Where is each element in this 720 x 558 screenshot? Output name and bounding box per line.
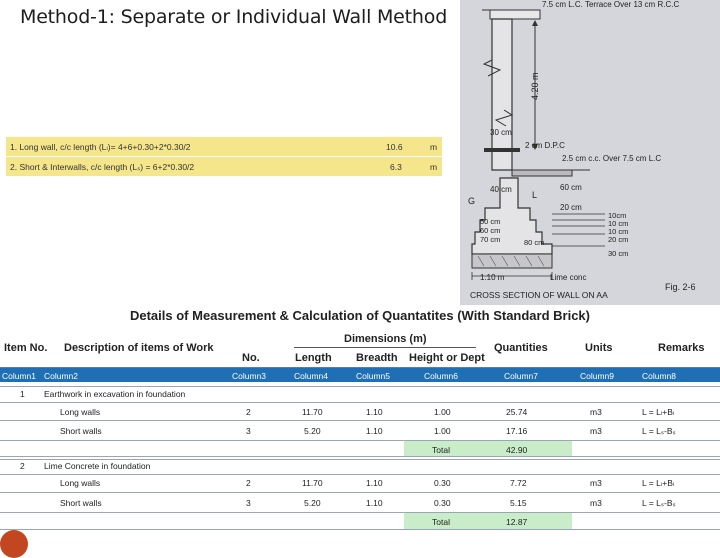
row-no: 3 bbox=[246, 426, 251, 436]
row-length: 11.70 bbox=[302, 478, 323, 488]
label-lime-conc: Lime conc bbox=[550, 273, 587, 282]
row-desc: Long walls bbox=[60, 407, 101, 417]
row-breadth: 1.10 bbox=[366, 498, 383, 508]
figure-caption: CROSS SECTION OF WALL ON AA bbox=[470, 290, 608, 300]
label-l: L bbox=[532, 190, 538, 200]
row-height: 1.00 bbox=[434, 407, 451, 417]
row-quantity: 7.72 bbox=[510, 478, 527, 488]
row-no: 3 bbox=[246, 498, 251, 508]
row-unit: m3 bbox=[590, 407, 602, 417]
label-step: 10 cm bbox=[608, 227, 629, 236]
length-unit: m bbox=[430, 162, 438, 172]
header-height: Height or Dept bbox=[409, 352, 485, 364]
column-name: Column7 bbox=[504, 371, 539, 381]
column-name: Column1 bbox=[2, 371, 37, 381]
label-50: 50 cm bbox=[480, 217, 501, 226]
slide-title: Method-1: Separate or Individual Wall Method bbox=[20, 6, 448, 28]
label-40: 40 cm bbox=[490, 185, 512, 194]
length-value: 10.6 bbox=[386, 142, 403, 152]
header-item-no: Item No. bbox=[4, 342, 48, 354]
label-step: 30 cm bbox=[608, 249, 629, 258]
dimensions-underline bbox=[294, 347, 476, 348]
figure-number: Fig. 2-6 bbox=[665, 282, 696, 292]
column-name: Column8 bbox=[642, 371, 677, 381]
total-label: Total bbox=[432, 445, 450, 455]
item-name: Lime Concrete in foundation bbox=[44, 461, 151, 471]
wall-cross-section-figure bbox=[460, 0, 720, 305]
row-remark: L = Lₛ-Bₛ bbox=[642, 426, 676, 436]
row-unit: m3 bbox=[590, 426, 602, 436]
header-dimensions: Dimensions (m) bbox=[344, 333, 427, 345]
item-name: Earthwork in excavation in foundation bbox=[44, 389, 186, 399]
label-70: 70 cm bbox=[480, 235, 501, 244]
slide-corner-decoration bbox=[0, 530, 28, 558]
label-bottom-width: 1.10 m bbox=[480, 273, 505, 282]
wall-section-svg bbox=[460, 0, 720, 305]
header-description: Description of items of Work bbox=[64, 342, 214, 354]
length-row-short bbox=[6, 157, 442, 176]
row-quantity: 5.15 bbox=[510, 498, 527, 508]
total-value: 42.90 bbox=[506, 445, 528, 455]
label-60: 60 cm bbox=[480, 226, 501, 235]
label-terrace: 7.5 cm L.C. Terrace Over 13 cm R.C.C bbox=[542, 0, 680, 9]
total-value: 12.87 bbox=[506, 517, 528, 527]
length-desc: 2. Short & Interwalls, c/c length (Lₛ) = 6+2*0.30/2 bbox=[10, 162, 195, 172]
header-no: No. bbox=[242, 352, 260, 364]
row-height: 1.00 bbox=[434, 426, 451, 436]
label-height: 4.20 m bbox=[530, 72, 540, 100]
row-length: 5.20 bbox=[304, 426, 321, 436]
table-title: Details of Measurement & Calculation of Quantatites (With Standard Brick) bbox=[129, 308, 590, 323]
column-name: Column4 bbox=[294, 371, 329, 381]
label-dpc: 2 cm D.P.C bbox=[525, 141, 565, 150]
label-lc: 2.5 cm c.c. Over 7.5 cm L.C bbox=[562, 154, 662, 163]
row-height: 0.30 bbox=[434, 478, 451, 488]
length-unit: m bbox=[430, 142, 438, 152]
row-desc: Short walls bbox=[60, 498, 102, 508]
length-row-long bbox=[6, 137, 442, 156]
label-80: 80 cm bbox=[524, 238, 545, 247]
header-length: Length bbox=[295, 352, 332, 364]
label-step: 20 cm bbox=[608, 235, 629, 244]
row-remark: L = Lₗ+Bₗ bbox=[642, 407, 675, 417]
row-remark: L = Lₛ-Bₛ bbox=[642, 498, 676, 508]
label-wall-thickness: 30 cm bbox=[490, 128, 512, 137]
label-step: 10 cm bbox=[608, 219, 629, 228]
row-breadth: 1.10 bbox=[366, 426, 383, 436]
row-unit: m3 bbox=[590, 478, 602, 488]
column-names-row bbox=[0, 368, 720, 382]
row-quantity: 17.16 bbox=[506, 426, 528, 436]
item-number: 1 bbox=[20, 389, 25, 399]
label-step: 10cm bbox=[608, 211, 627, 220]
column-name: Column9 bbox=[580, 371, 615, 381]
row-remark: L = Lₗ+Bₗ bbox=[642, 478, 675, 488]
row-unit: m3 bbox=[590, 498, 602, 508]
row-height: 0.30 bbox=[434, 498, 451, 508]
length-desc: 1. Long wall, c/c length (Lₗ)= 4+6+0.30+2*0.30/2 bbox=[10, 142, 191, 152]
header-quantities: Quantities bbox=[494, 342, 548, 354]
header-units: Units bbox=[585, 342, 613, 354]
column-name: Column3 bbox=[232, 371, 267, 381]
total-label: Total bbox=[432, 517, 450, 527]
column-name: Column5 bbox=[356, 371, 391, 381]
row-length: 11.70 bbox=[302, 407, 323, 417]
column-name: Column2 bbox=[44, 371, 79, 381]
label-20: 20 cm bbox=[560, 203, 582, 212]
label-60-top: 60 cm bbox=[560, 183, 582, 192]
item-number: 2 bbox=[20, 461, 25, 471]
total-highlight bbox=[404, 441, 572, 456]
header-remarks: Remarks bbox=[658, 342, 705, 354]
row-breadth: 1.10 bbox=[366, 478, 383, 488]
label-g: G bbox=[468, 196, 476, 206]
row-no: 2 bbox=[246, 407, 251, 417]
header-breadth: Breadth bbox=[356, 352, 398, 364]
row-no: 2 bbox=[246, 478, 251, 488]
row-desc: Long walls bbox=[60, 478, 101, 488]
row-length: 5.20 bbox=[304, 498, 321, 508]
row-desc: Short walls bbox=[60, 426, 102, 436]
row-quantity: 25.74 bbox=[506, 407, 528, 417]
column-name: Column6 bbox=[424, 371, 459, 381]
length-value: 6.3 bbox=[390, 162, 402, 172]
row-breadth: 1.10 bbox=[366, 407, 383, 417]
total-highlight bbox=[404, 513, 572, 529]
